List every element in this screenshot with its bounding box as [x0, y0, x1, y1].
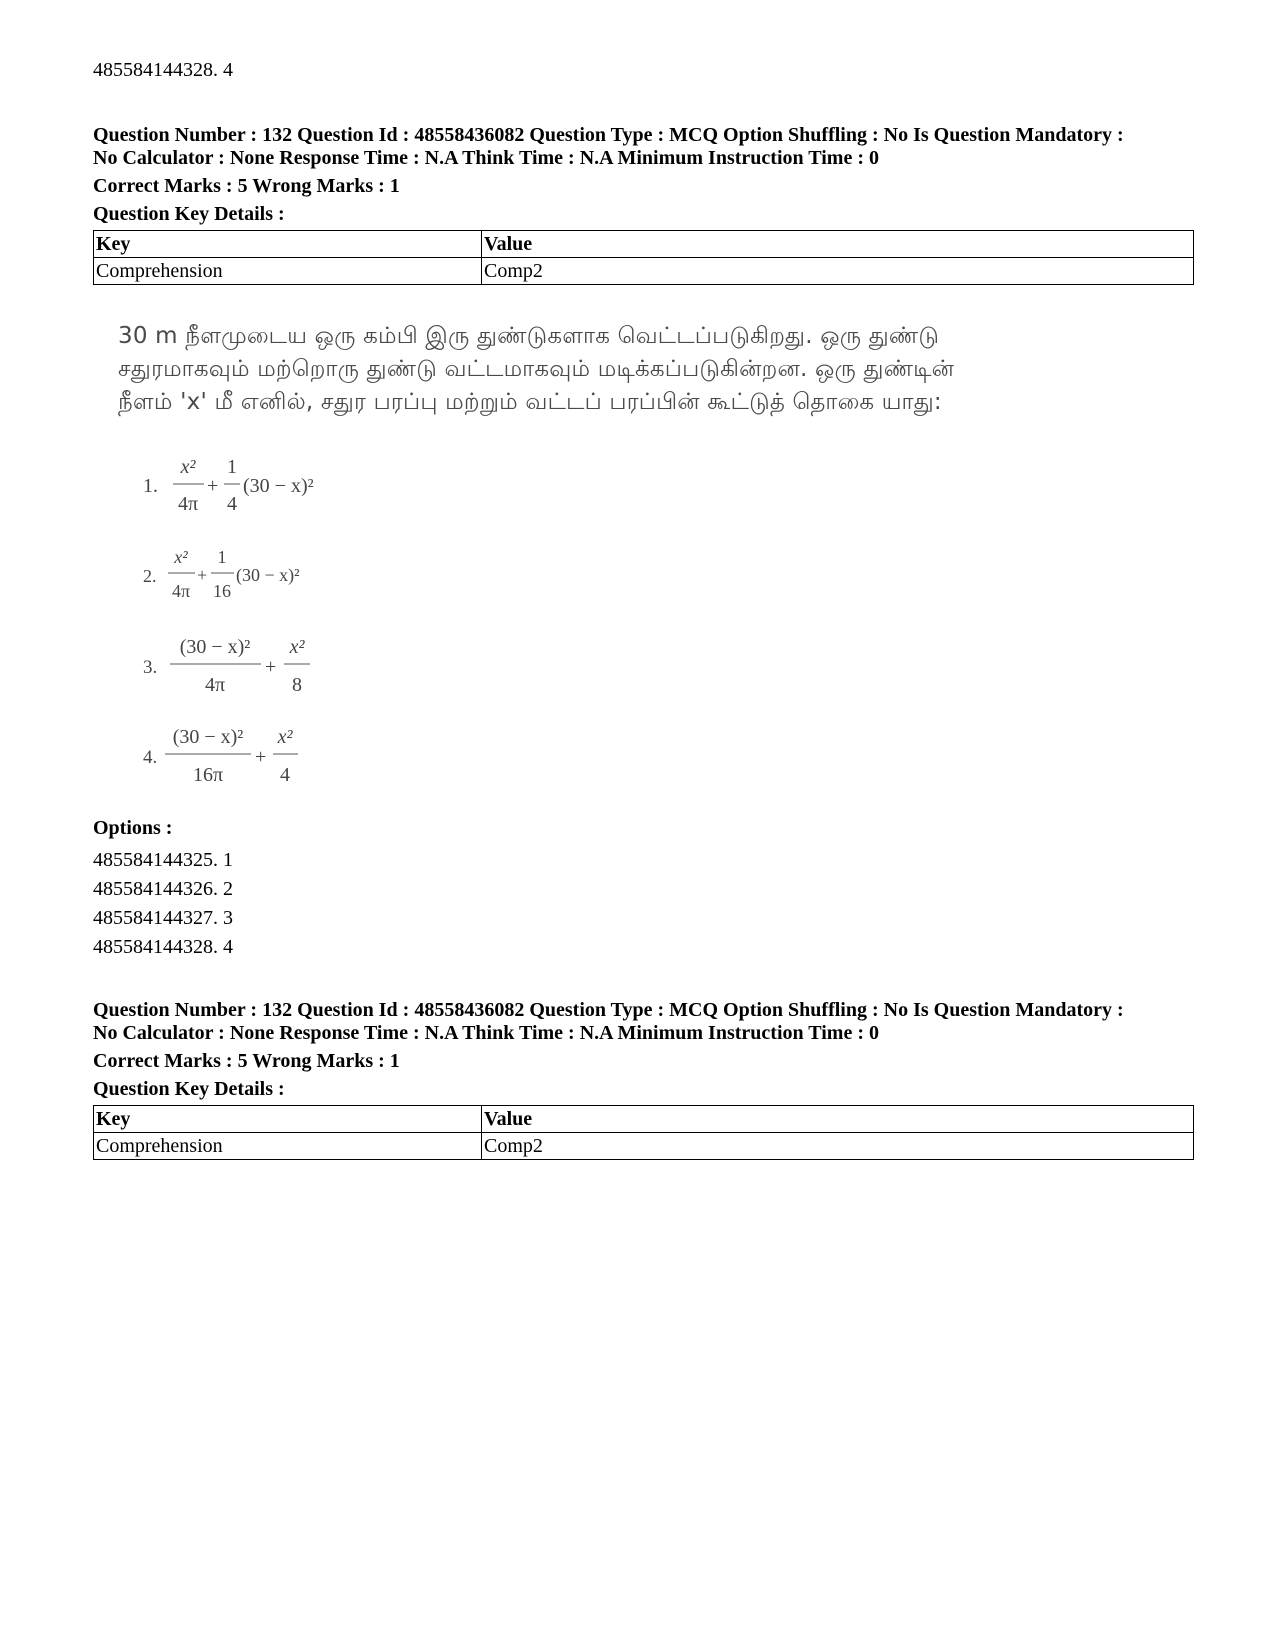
key-header-cell-2: Key	[94, 1106, 482, 1133]
question-marks-2: Correct Marks : 5 Wrong Marks : 1	[93, 1050, 400, 1072]
math-options-image	[143, 445, 403, 805]
question-meta-2	[93, 999, 1193, 1045]
key-table-2-row	[94, 1133, 1194, 1160]
question-text-line1: 30 m நீளமுடைய ஒரு கம்பி இரு துண்டுகளாக வெட்டப்படுகிறது. ஒரு துண்டு	[118, 323, 940, 349]
math-frac-b-num: x²	[289, 636, 305, 658]
math-option-1-formula	[143, 445, 403, 525]
option-item-3: 485584144327. 3	[93, 907, 233, 929]
math-option-3-formula	[143, 625, 403, 705]
question-meta	[93, 124, 1193, 170]
math-frac-a-den: 4π	[204, 674, 226, 696]
math-frac-b-den: 4	[280, 764, 290, 786]
key-header-cell: Key	[94, 231, 482, 258]
math-option-num: 1.	[143, 475, 158, 497]
options-title: Options :	[93, 817, 173, 839]
math-tail: (30 − x)²	[236, 565, 300, 585]
key-table-2-header-row	[94, 1106, 1194, 1133]
math-frac-a-den: 4π	[171, 581, 191, 601]
question-key-details-title-2: Question Key Details :	[93, 1078, 285, 1100]
question-marks: Correct Marks : 5 Wrong Marks : 1	[93, 175, 400, 197]
math-option-2-formula	[143, 535, 403, 615]
plus-sign: +	[255, 746, 267, 768]
math-option-num: 4.	[143, 747, 158, 768]
plus-sign: +	[265, 656, 277, 678]
question-header-block	[93, 124, 1193, 285]
question-key-details-title: Question Key Details :	[93, 203, 285, 225]
question-meta-line2: No Calculator : None Response Time : N.A Think Time : N.A Minimum Instruction Time : 0	[93, 147, 879, 169]
key-cell-2: Comprehension	[94, 1133, 482, 1160]
math-frac-b-den: 16	[213, 581, 231, 601]
math-option-4-formula	[143, 715, 403, 795]
question-header-block-2	[93, 999, 1193, 1160]
question-key-table	[93, 230, 1194, 285]
math-frac-b-num: 1	[227, 456, 237, 478]
key-table-header-row	[94, 231, 1194, 258]
math-option-2	[143, 535, 403, 625]
value-cell: Comp2	[482, 258, 1194, 285]
options-block	[93, 817, 233, 962]
option-item-4: 485584144328. 4	[93, 936, 233, 958]
math-frac-a-den: 4π	[177, 493, 199, 515]
math-option-4	[143, 715, 403, 805]
plus-sign: +	[207, 475, 219, 497]
math-frac-a-num: x²	[180, 456, 196, 478]
math-frac-b-num: x²	[277, 726, 293, 748]
math-frac-a-num: (30 − x)²	[179, 636, 251, 658]
math-frac-b-num: 1	[217, 547, 227, 567]
question-text-line2: சதுரமாகவும் மற்றொரு துண்டு வட்டமாகவும் மடிக்கப்படுகின்றன. ஒரு துண்டின்	[118, 356, 955, 382]
math-frac-a-den: 16π	[192, 764, 224, 786]
key-cell: Comprehension	[94, 258, 482, 285]
question-key-table-2	[93, 1105, 1194, 1160]
question-meta-2-line1: Question Number : 132 Question Id : 48558436082 Question Type : MCQ Option Shuffling : No Is Question Mandatory :	[93, 999, 1124, 1021]
math-option-num: 3.	[143, 657, 158, 678]
question-text-line3: நீளம் 'x' மீ எனில், சதுர பரப்பு மற்றும் வட்டப் பரப்பின் கூட்டுத் தொகை யாது:	[118, 389, 942, 415]
value-cell-2: Comp2	[482, 1133, 1194, 1160]
question-meta-2-line2: No Calculator : None Response Time : N.A Think Time : N.A Minimum Instruction Time : 0	[93, 1022, 879, 1044]
math-frac-b-den: 4	[227, 493, 237, 515]
math-frac-b-den: 8	[292, 674, 302, 696]
previous-option-4: 485584144328. 4	[93, 59, 233, 81]
math-option-3	[143, 625, 403, 715]
option-item-2: 485584144326. 2	[93, 878, 233, 900]
question-text-image	[118, 320, 1118, 419]
option-item-1: 485584144325. 1	[93, 849, 233, 871]
math-tail: (30 − x)²	[243, 475, 314, 497]
value-header-cell-2: Value	[482, 1106, 1194, 1133]
math-option-1	[143, 445, 403, 535]
plus-sign: +	[197, 565, 208, 585]
key-table-row	[94, 258, 1194, 285]
question-meta-line1: Question Number : 132 Question Id : 48558436082 Question Type : MCQ Option Shuffling : No Is Question Mandatory :	[93, 124, 1124, 146]
value-header-cell: Value	[482, 231, 1194, 258]
math-frac-a-num: (30 − x)²	[172, 726, 244, 748]
math-frac-a-num: x²	[174, 547, 188, 567]
math-option-num: 2.	[143, 566, 157, 586]
